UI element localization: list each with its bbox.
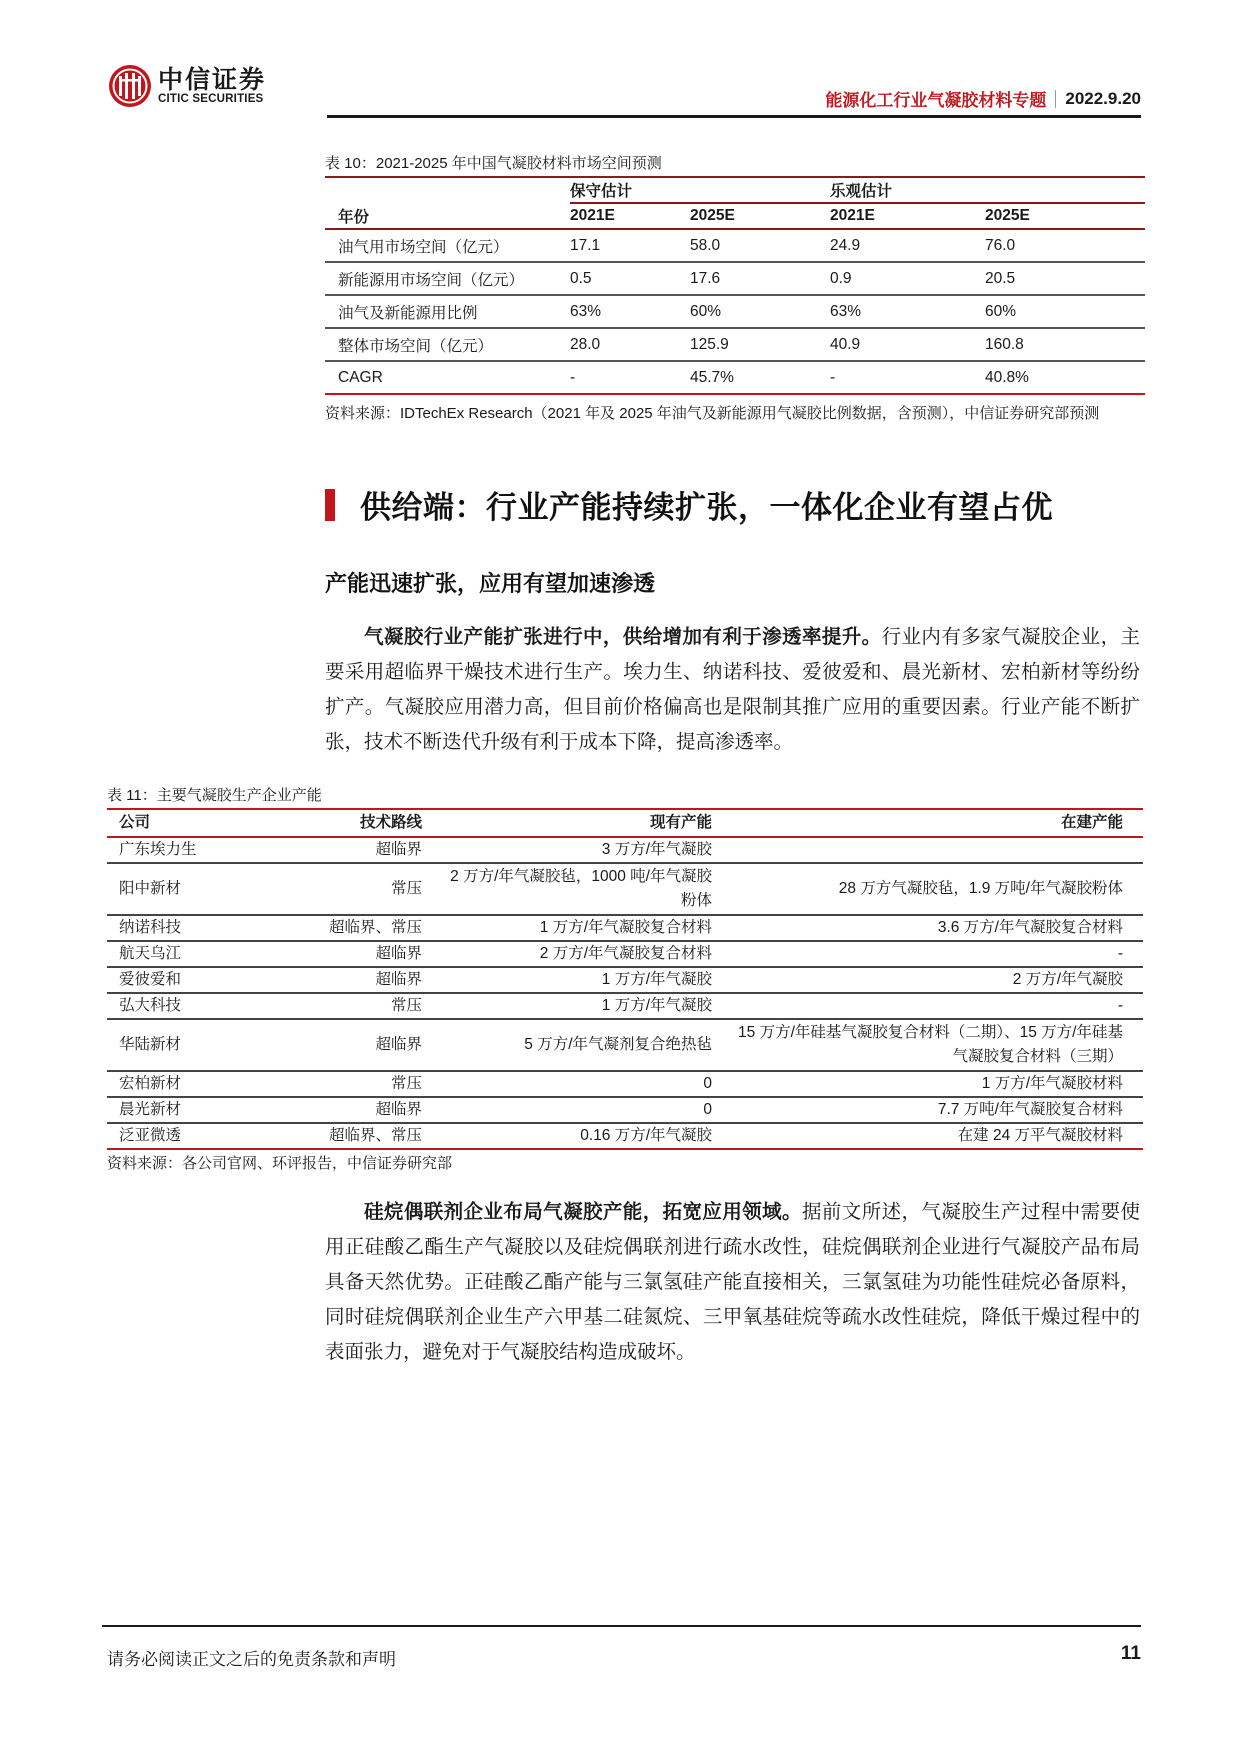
header-tech: 技术路线: [317, 809, 432, 837]
year-header: 2021E: [830, 203, 985, 229]
building-cell: 15 万方/年硅基气凝胶复合材料（二期）、15 万方/年硅基气凝胶复合材料（三期）: [722, 1019, 1143, 1071]
cell: 17.6: [690, 262, 830, 295]
table10-source: 资料来源：IDTechEx Research（2021 年及 2025 年油气及新能源用气凝胶比例数据，含预测），中信证券研究部预测: [325, 405, 1100, 422]
current-cell: 1 万方/年气凝胶复合材料: [432, 915, 722, 941]
tech-cell: 超临界: [317, 1097, 432, 1123]
report-date: 2022.9.20: [1065, 88, 1141, 108]
company-cell: 宏柏新材: [107, 1071, 317, 1097]
year-label: 年份: [325, 203, 570, 229]
table11-source: 资料来源：各公司官网、环评报告，中信证券研究部: [107, 1155, 453, 1172]
year-header: 2025E: [690, 203, 830, 229]
company-cell: 泛亚微透: [107, 1123, 317, 1149]
table-row: [107, 1097, 1143, 1123]
group-optimistic: 乐观估计: [830, 177, 1145, 203]
building-cell: 3.6 万方/年气凝胶复合材料: [722, 915, 1143, 941]
tech-cell: 超临界、常压: [317, 915, 432, 941]
row-label: CAGR: [325, 361, 570, 394]
company-cell: 爱彼爱和: [107, 967, 317, 993]
tech-cell: 超临界: [317, 967, 432, 993]
citic-logo: [108, 64, 266, 108]
cell: 58.0: [690, 229, 830, 262]
building-cell: 1 万方/年气凝胶材料: [722, 1071, 1143, 1097]
table10-year-header: [325, 203, 1145, 229]
logo-english: CITIC SECURITIES: [158, 92, 264, 105]
current-cell: 2 万方/年气凝胶毡，1000 吨/年气凝胶粉体: [432, 863, 722, 915]
cell: 76.0: [985, 229, 1145, 262]
cell: 160.8: [985, 328, 1145, 361]
company-cell: 阳中新材: [107, 863, 317, 915]
year-header: 2021E: [570, 203, 690, 229]
header-building: 在建产能: [722, 809, 1143, 837]
row-label: 整体市场空间（亿元）: [325, 328, 570, 361]
logo-chinese: 中信证券: [158, 65, 267, 94]
paragraph-body: 据前文所述，气凝胶生产过程中需要使用正硅酸乙酯生产气凝胶以及硅烷偶联剂进行疏水改性，硅烷偶联剂企业进行气凝胶产品布局具备天然优势。正硅酸乙酯产能与三氯氢硅产能直接相关，三氯氢硅为功能性硅烷必备原料，同时硅烷偶联剂企业生产六甲基二硅氮烷、三甲氧基硅烷等疏水改性硅烷，降低干燥过程中的表面张力，避免对于气凝胶结构造成破坏。: [325, 1201, 1140, 1363]
cell: 28.0: [570, 328, 690, 361]
header-separator: [1055, 90, 1056, 108]
building-cell: 28 万方气凝胶毡，1.9 万吨/年气凝胶粉体: [722, 863, 1143, 915]
cell: 63%: [830, 295, 985, 328]
table-row: [107, 967, 1143, 993]
table-row: [107, 915, 1143, 941]
current-cell: 5 万方/年气凝剂复合绝热毡: [432, 1019, 722, 1071]
cell: 45.7%: [690, 361, 830, 394]
header-info: [825, 86, 1141, 111]
section-heading-text: 供给端：行业产能持续扩张，一体化企业有望占优: [360, 490, 1053, 525]
table-row: [325, 361, 1145, 394]
cell: 17.1: [570, 229, 690, 262]
cell: -: [830, 361, 985, 394]
building-cell: -: [722, 993, 1143, 1019]
capacity-table: [107, 808, 1143, 1150]
paragraph-lead: 气凝胶行业产能扩张进行中，供给增加有利于渗透率提升。: [364, 626, 882, 648]
current-cell: 3 万方/年气凝胶: [432, 837, 722, 863]
table-row: [107, 863, 1143, 915]
paragraph-body: 行业内有多家气凝胶企业，主要采用超临界干燥技术进行生产。埃力生、纳诺科技、爱彼爱和、晨光新材、宏柏新材等纷纷扩产。气凝胶应用潜力高，但目前价格偏高也是限制其推广应用的重要因素。行业产能不断扩张，技术不断迭代升级有利于成本下降，提高渗透率。: [325, 626, 1140, 753]
tech-cell: 常压: [317, 993, 432, 1019]
company-cell: 弘大科技: [107, 993, 317, 1019]
cell: 60%: [985, 295, 1145, 328]
citic-logo-icon: [108, 64, 152, 108]
row-label: 油气及新能源用比例: [325, 295, 570, 328]
table-row: [107, 993, 1143, 1019]
table11-header: [107, 809, 1143, 837]
footer-divider: [102, 1625, 1141, 1627]
header-divider: [327, 115, 1141, 118]
table-row: [325, 295, 1145, 328]
cell: 0.9: [830, 262, 985, 295]
header-current: 现有产能: [432, 809, 722, 837]
building-cell: 2 万方/年气凝胶: [722, 967, 1143, 993]
cell: 40.9: [830, 328, 985, 361]
current-cell: 0: [432, 1071, 722, 1097]
header-company: 公司: [107, 809, 317, 837]
table-row: [325, 229, 1145, 262]
current-cell: 2 万方/年气凝胶复合材料: [432, 941, 722, 967]
company-cell: 华陆新材: [107, 1019, 317, 1071]
table-row: [325, 328, 1145, 361]
cell: 125.9: [690, 328, 830, 361]
heading-accent-bar: [325, 489, 335, 521]
page-header: [0, 0, 1241, 120]
company-cell: 晨光新材: [107, 1097, 317, 1123]
paragraph-capacity: [325, 620, 1140, 760]
building-cell: -: [722, 941, 1143, 967]
cell: -: [570, 361, 690, 394]
page-number: 11: [1120, 1643, 1141, 1664]
table11-caption: 表 11：主要气凝胶生产企业产能: [107, 787, 322, 804]
cell: 24.9: [830, 229, 985, 262]
tech-cell: 超临界、常压: [317, 1123, 432, 1149]
company-cell: 广东埃力生: [107, 837, 317, 863]
tech-cell: 超临界: [317, 837, 432, 863]
table10-caption: 表 10：2021-2025 年中国气凝胶材料市场空间预测: [325, 155, 662, 172]
cell: 0.5: [570, 262, 690, 295]
table-row: [107, 1071, 1143, 1097]
report-topic: 能源化工行业气凝胶材料专题: [825, 91, 1047, 110]
tech-cell: 常压: [317, 1071, 432, 1097]
company-cell: 航天乌江: [107, 941, 317, 967]
current-cell: 1 万方/年气凝胶: [432, 993, 722, 1019]
building-cell: [722, 837, 1143, 863]
paragraph-lead: 硅烷偶联剂企业布局气凝胶产能，拓宽应用领域。: [364, 1201, 802, 1223]
current-cell: 0.16 万方/年气凝胶: [432, 1123, 722, 1149]
building-cell: 7.7 万吨/年气凝胶复合材料: [722, 1097, 1143, 1123]
paragraph-silane: [325, 1195, 1140, 1370]
year-header: 2025E: [985, 203, 1145, 229]
tech-cell: 超临界: [317, 1019, 432, 1071]
cell: 40.8%: [985, 361, 1145, 394]
market-forecast-table: [325, 176, 1145, 395]
cell: 20.5: [985, 262, 1145, 295]
row-label: 新能源用市场空间（亿元）: [325, 262, 570, 295]
cell: 63%: [570, 295, 690, 328]
table10-group-header: [325, 177, 1145, 203]
tech-cell: 常压: [317, 863, 432, 915]
tech-cell: 超临界: [317, 941, 432, 967]
table-row: [107, 941, 1143, 967]
current-cell: 1 万方/年气凝胶: [432, 967, 722, 993]
row-label: 油气用市场空间（亿元）: [325, 229, 570, 262]
table-row: [107, 837, 1143, 863]
company-cell: 纳诺科技: [107, 915, 317, 941]
footer-disclaimer: 请务必阅读正文之后的免责条款和声明: [107, 1650, 396, 1669]
section-heading: [325, 482, 1053, 527]
current-cell: 0: [432, 1097, 722, 1123]
group-conservative: 保守估计: [570, 177, 830, 203]
building-cell: 在建 24 万平气凝胶材料: [722, 1123, 1143, 1149]
table-row: [107, 1019, 1143, 1071]
table-row: [107, 1123, 1143, 1149]
table-row: [325, 262, 1145, 295]
cell: 60%: [690, 295, 830, 328]
subsection-heading: 产能迅速扩张，应用有望加速渗透: [325, 571, 656, 596]
